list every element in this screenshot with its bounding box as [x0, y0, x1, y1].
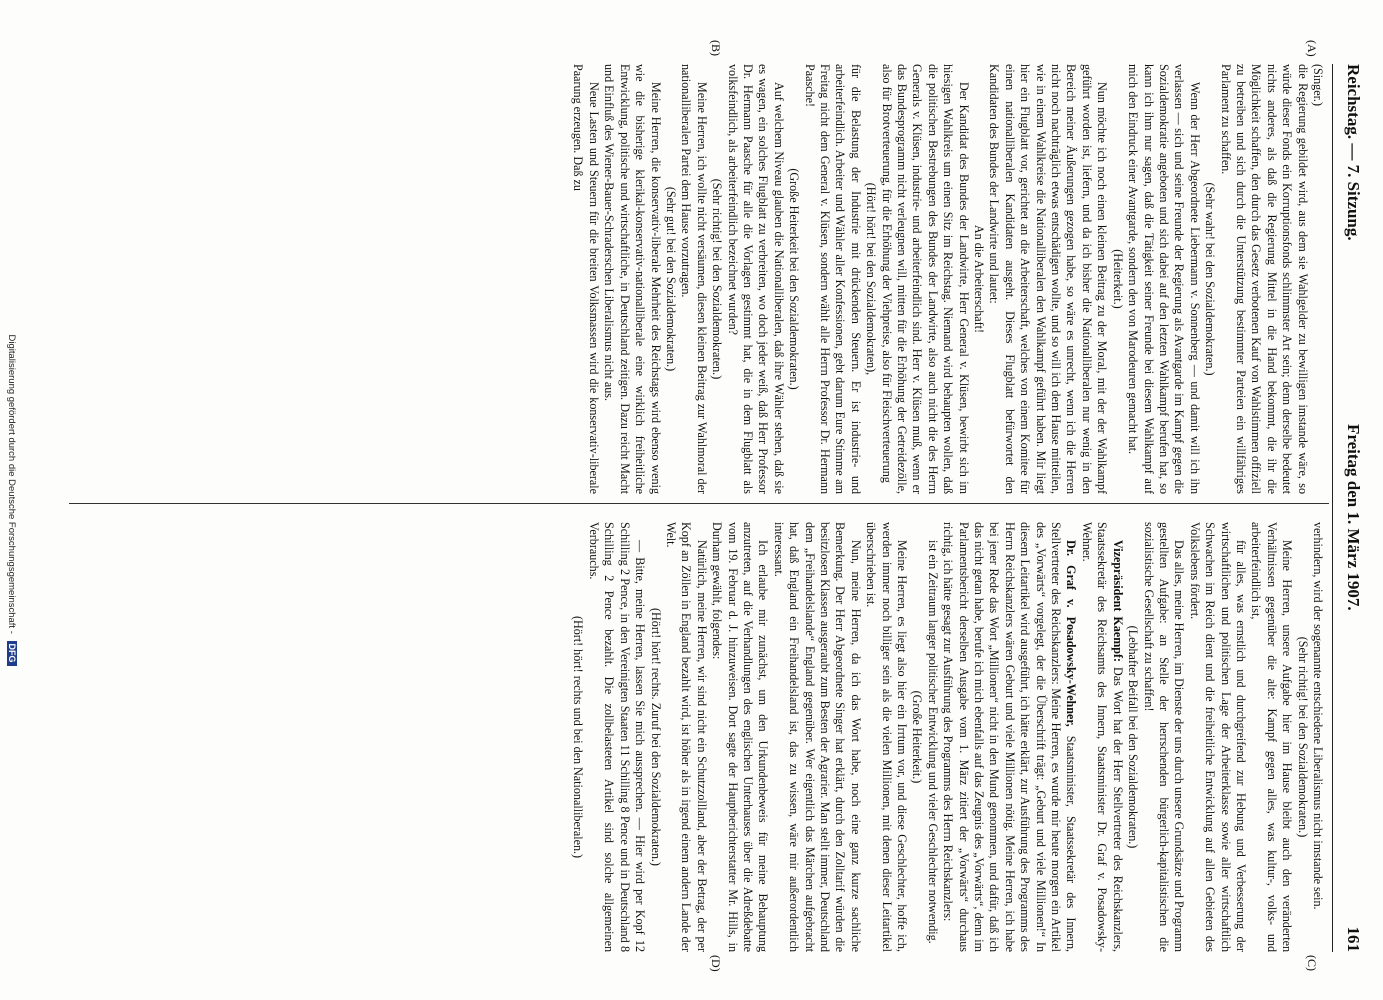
interjection: [909, 522, 924, 952]
interjection: [570, 522, 585, 952]
paragraph-text: Der Kandidat des Bundes der Landwirte, Herr General v. Klüsen, bewirbt sich im hiesigen Wahlkreis um einen Sitz im Reichstag. Niemand wird behaupten wollen, daß die politischen Bestrebungen des Bundes der Landwirte, also auch nicht die des Herrn Generals v. Klüsen, industrie- und arbeiterfeindlich sind. Herr v. Klüsen muß, wenn er das Bundesprogramm nicht verleugnen will, mitten für die Erhöhung der Getreidezölle, also für Brotverteuerung, für die Erhöhung der Viehpreise, also für Fleischverteuerung: [879, 64, 971, 494]
paragraph: [770, 522, 862, 952]
interjection: [1125, 522, 1140, 952]
paragraph-text: Meine Herren, unsere Aufgabe hier im Hause bleibt auch den veränderten Verhältnissen gegenüber die alte: Kampf gegen alles, was kultur-, volks- und arbeiterfeindlich ist,: [1249, 522, 1295, 952]
speaker-name: Dr. Graf v. Posadowsky-Wehner,: [1064, 540, 1079, 727]
paragraph: [863, 522, 909, 952]
paragraph: [601, 64, 663, 494]
paragraph: [801, 64, 863, 494]
footer-credit: Digitalisierung gefördert durch die Deutsche Forschungsgemeinschaft -: [6, 334, 17, 634]
paragraph-text: (Sehr gut! bei den Sozialdemokraten.): [663, 186, 678, 372]
interjection: [663, 64, 678, 494]
paragraph-text: (Hört! hört! rechts und bei den Nationalliberalen.): [571, 615, 586, 859]
interjection: [786, 64, 801, 494]
column-divider: [69, 503, 1329, 504]
margin-mark-a: (A): [1305, 40, 1319, 57]
paragraph-text: für alles, was ernstlich und durchgreifend zur Hebung und Verbesserung der wirtschaftlichen und politischen Lage der Arbeiterklasse sowie aller wirtschaftlich Schwachen im Reich dient und die freiheitliche Entwicklung auf allen Gebieten des Volkslebens fördert.: [1187, 522, 1248, 952]
paragraph: [1310, 64, 1325, 494]
paragraph: [924, 522, 939, 952]
paragraph-text: Wenn der Herr Abgeordnete Liebermann v. Sonnenberg — und damit will ich ihn verlassen — sich und seine Freunde der Regierung als Avantgarde im Kampf gegen die Sozialdemokratie angeboten und sich dabei auf den letzten Wahlkampf berufen hat, so kann ich ihm nur sagen, daß die Tätigkeit seiner Freunde bei diesem Wahlkampf auf mich den Eindruck einer Avantgarde, sondern den von Marodeuren gemacht hat.: [1126, 64, 1202, 494]
paragraph: [986, 64, 1109, 494]
paragraph: [1079, 522, 1125, 952]
left-text-column: [70, 64, 1325, 494]
margin-mark-c: (C): [1305, 955, 1319, 971]
header-date: Freitag den 1. März 1907.: [1344, 424, 1363, 611]
paragraph: [878, 64, 970, 494]
paragraph-text: Auf welchem Niveau glauben die Nationalliberalen, daß ihre Wähler stehen, daß sie es wagen, ein solches Flugblatt zu verbreiten, wo doch jeder weiß, daß Herr Professor Dr. Hermann Paasche für alle die Vorlagen gestimmt hat, die in dem Flugblatt als volksfeindlich, als arbeiterfeindlich bezeichnet wurden?: [725, 64, 786, 494]
paragraph: [663, 522, 709, 952]
paragraph-text: ist ein Zeitraum langer politischer Entwicklung und vieler Geschlechter notwendig.: [925, 540, 940, 944]
paragraph: [709, 522, 771, 952]
paragraph-text: für die Belastung der Industrie mit drückenden Steuern. Er ist industrie- und arbeiterfeindlich. Arbeiter und Wähler aller Konfessionen, gebt darum Eure Stimme am Freitag nicht dem General v. Klüsen, sondern wählt alle Herrn Professor Dr. Hermann Paasche!: [802, 64, 863, 494]
interjection: [863, 64, 878, 494]
paragraph-text: (Hört! hört! bei den Sozialdemokraten),: [864, 182, 879, 376]
paragraph-text: Natürlich, meine Herren, wir sind nicht ein Schutzzollland, aber der Betrag, der per Kopf an Zöllen in England bezahlt wird, ist höher als in irgend einem andern Lande der Welt.: [663, 522, 709, 952]
paragraph-text: (Heiterkeit.): [1110, 249, 1125, 309]
page-header: [1335, 64, 1371, 952]
dfg-logo: DFG: [7, 641, 17, 666]
paragraph-text: Ich erlaube mir zunächst, um den Urkundenbeweis für meine Behauptung anzutreten, auf die Verhandlungen des englischen Unterhauses über die Adreßdebatte vom 19. Februar d. J. hinzuweisen. Dort sagte der Hauptberichterstatter Mr. Hills, in Durham gewählt, folgendes:: [710, 522, 771, 952]
margin-mark-b: (B): [709, 40, 723, 56]
interjection: [647, 522, 662, 952]
paragraph: [570, 64, 601, 494]
paragraph: [678, 64, 709, 494]
paragraph-text: — Bitte, meine Herren, lassen Sie mich aussprechen. — Hier wird per Kopf 12 Schilling 2 Pence, in den Vereinigten Staaten 11 Schilling 8 Pence und in Deutschland 8 Schilling 2 Pence bezahlt. Die zollbelasteten Artikel sind solche allgemeinen Verbrauchs.: [586, 522, 648, 952]
paragraph: [586, 522, 648, 952]
paragraph: [940, 522, 1079, 952]
digitization-footer: [6, 0, 17, 1000]
paragraph-text: Nun, meine Herren, da ich das Wort habe, noch eine ganz kurze sachliche Bemerkung. Der Herr Abgeordnete Singer hat erklärt, durch den Zolltarif würden die besitzlosen Klassen ausgeraubt zum Besten der Agrarier. Man stellt immer, Deutschland dem „Freihandelslande“ England gegenüber. Wer eigentlich das Märchen aufgebracht hat, daß England ein Freihandelsland ist, das zu wissen, wäre mir außerordentlich interessant.: [771, 522, 863, 952]
paragraph-text: (Große Heiterkeit bei den Sozialdemokraten.): [787, 168, 802, 390]
paragraph-text: (Hört! hört! rechts. Zuruf bei den Sozialdemokraten.): [648, 608, 663, 866]
header-rule: [1332, 64, 1333, 952]
paragraph-text: Neue Lasten und Steuern für die breiten Volksmassen wird die konservativ-liberale Paarung erzeugen. Daß zu: [571, 64, 601, 494]
paragraph-text: Staatsminister, Staatssekretär des Innern, Stellvertreter des Reichskanzlers: Meine Herren, es wurde mir heute morgen ein Artikel des „Vorwärts“ vorgelegt, der die Überschrift trägt: „Geburt und viele Millionen!“ In diesem Leitartikel wird ausgeführt, ich hätte erklärt, zur Ausführung des Programms des Herrn Reichskanzlers wären Geburt und viele Millionen nötig. Meine Herren, ich habe bei jener Rede das Wort „Millionen“ nicht in den Mund genommen, und dafür, daß ich das nicht getan habe, berufe ich mich ebenfalls auf das Zeugnis des „Vorwärts“, denn im Parlamentsbericht derselben Ausgabe vom 1. März zitiert der „Vorwärts“ durchaus richtig, ich hätte gesagt zur Ausführung des Programms des Herrn Reichskanzlers:: [941, 522, 1079, 952]
paragraph: [1248, 522, 1294, 952]
paragraph: [1125, 64, 1202, 494]
header-session-title: Reichstag. — 7. Sitzung.: [1344, 64, 1363, 241]
paragraph-text: (Lebhafter Beifall bei den Sozialdemokraten.): [1126, 625, 1141, 849]
paragraph-text: (Singer.): [1311, 64, 1325, 106]
paragraph-text: Nun möchte ich noch einen kleinen Beitrag zu der Moral, mit der der Wahlkampf geführt worden ist, liefern, und da ich bisher die Nationalliberalen nur wenig in den Bereich meiner Äußerungen gezogen habe, so wäre es unrecht, wenn ich die Herren nicht noch nachträglich etwas entschädigen wollte, und so will ich dem Hause mitteilen, wie in einem Wahlkreise die Nationalliberalen den Wahlkampf geführt haben. Mir liegt hier ein Flugblatt vor, gerichtet an die Arbeiterschaft, welches von einem Komitee für einen nationalliberalen Kandidaten ausgeht. Dieses Flugblatt befürwortet den Kandidaten des Bundes der Landwirte und lautet:: [987, 64, 1110, 494]
paragraph-text: verhindern, wird der sogenannte entschiedene Liberalismus nicht imstande sein.: [1311, 522, 1325, 910]
header-page-number: 161: [1344, 926, 1363, 952]
paragraph-text: (Sehr richtig! bei den Sozialdemokraten.): [1295, 636, 1310, 838]
interjection: [709, 64, 724, 494]
paragraph-text: (Sehr wahr! bei den Sozialdemokraten.): [1203, 182, 1218, 376]
paragraph-text: Meine Herren, ich wollte nicht versäumen, diesen kleinen Beitrag zur Wahlmoral der nationalliberalen Partei dem Hause vorzutragen.: [679, 64, 709, 494]
paragraph-text: Meine Herren, die konservativ-liberale Mehrheit des Reichstags wird ebenso wenig wie die bisherige klerikal-konservativ-nationalliberale eine wirklich freiheitliche Entwicklung, politische und wirtschaftliche, in Deutschland zeitigen. Dazu reicht Macht und Einfluß des Wiener-Bauer-Schraderschen Liberalismus nicht aus.: [602, 64, 663, 494]
interjection: [1294, 522, 1309, 952]
paragraph: [1310, 522, 1325, 952]
paragraph-text: Meine Herren, es liegt also hier ein Irrtum vor, und diese Geschlechter, hoffe ich, werden immer noch billiger sein als die vielen Millionen, mit denen dieser Leitartikel überschrieben ist.: [864, 522, 910, 952]
interjection: [1109, 64, 1124, 494]
paragraph: [1186, 522, 1248, 952]
paragraph: [1140, 522, 1186, 952]
right-text-column: [70, 522, 1325, 952]
speaker-name: Vizepräsident Kaempf:: [1110, 540, 1125, 663]
paragraph-text: (Große Heiterkeit.): [910, 690, 925, 784]
paragraph-text: An die Arbeiterschaft!: [972, 224, 987, 334]
paragraph-text: (Sehr richtig! bei den Sozialdemokraten.): [710, 178, 725, 380]
paragraph: [724, 64, 786, 494]
paragraph: [1217, 64, 1309, 494]
paragraph-text: die Regierung gebildet wird, aus dem sie Wahlgelder zu bewilligen imstande wäre, so würde dieser Fonds ein Korruptionsfonds schlimmster Art sein; denn derselbe bedeutet nichts anderes, als daß die Regierung Mittel in die Hand bekommt, die ihr die Möglichkeit schaffen, den durch das Gesetz verbotenen Kauf von Wahlstimmen offiziell zu betreiben und sich durch die Unterstützung bestimmter Parteien ein willfähriges Parlament zu schaffen.: [1218, 64, 1310, 494]
margin-mark-d: (D): [709, 955, 723, 972]
interjection: [1202, 64, 1217, 494]
quoted-heading: [971, 64, 986, 494]
paragraph-text: Das alles, meine Herren, im Dienste der uns durch unsere Grundsätze und Programm gestellten Aufgabe: an Stelle der herrschenden bürgerlich-kapitalistischen die sozialistische Gesellschaft zu schaffen!: [1141, 522, 1187, 952]
paragraph-text: Das Wort hat der Herr Stellvertreter des Reichskanzlers, Staatssekretär des Reichsamts des Innern, Staatsminister Dr. Graf v. Posadowsky-Wehner.: [1079, 522, 1125, 952]
